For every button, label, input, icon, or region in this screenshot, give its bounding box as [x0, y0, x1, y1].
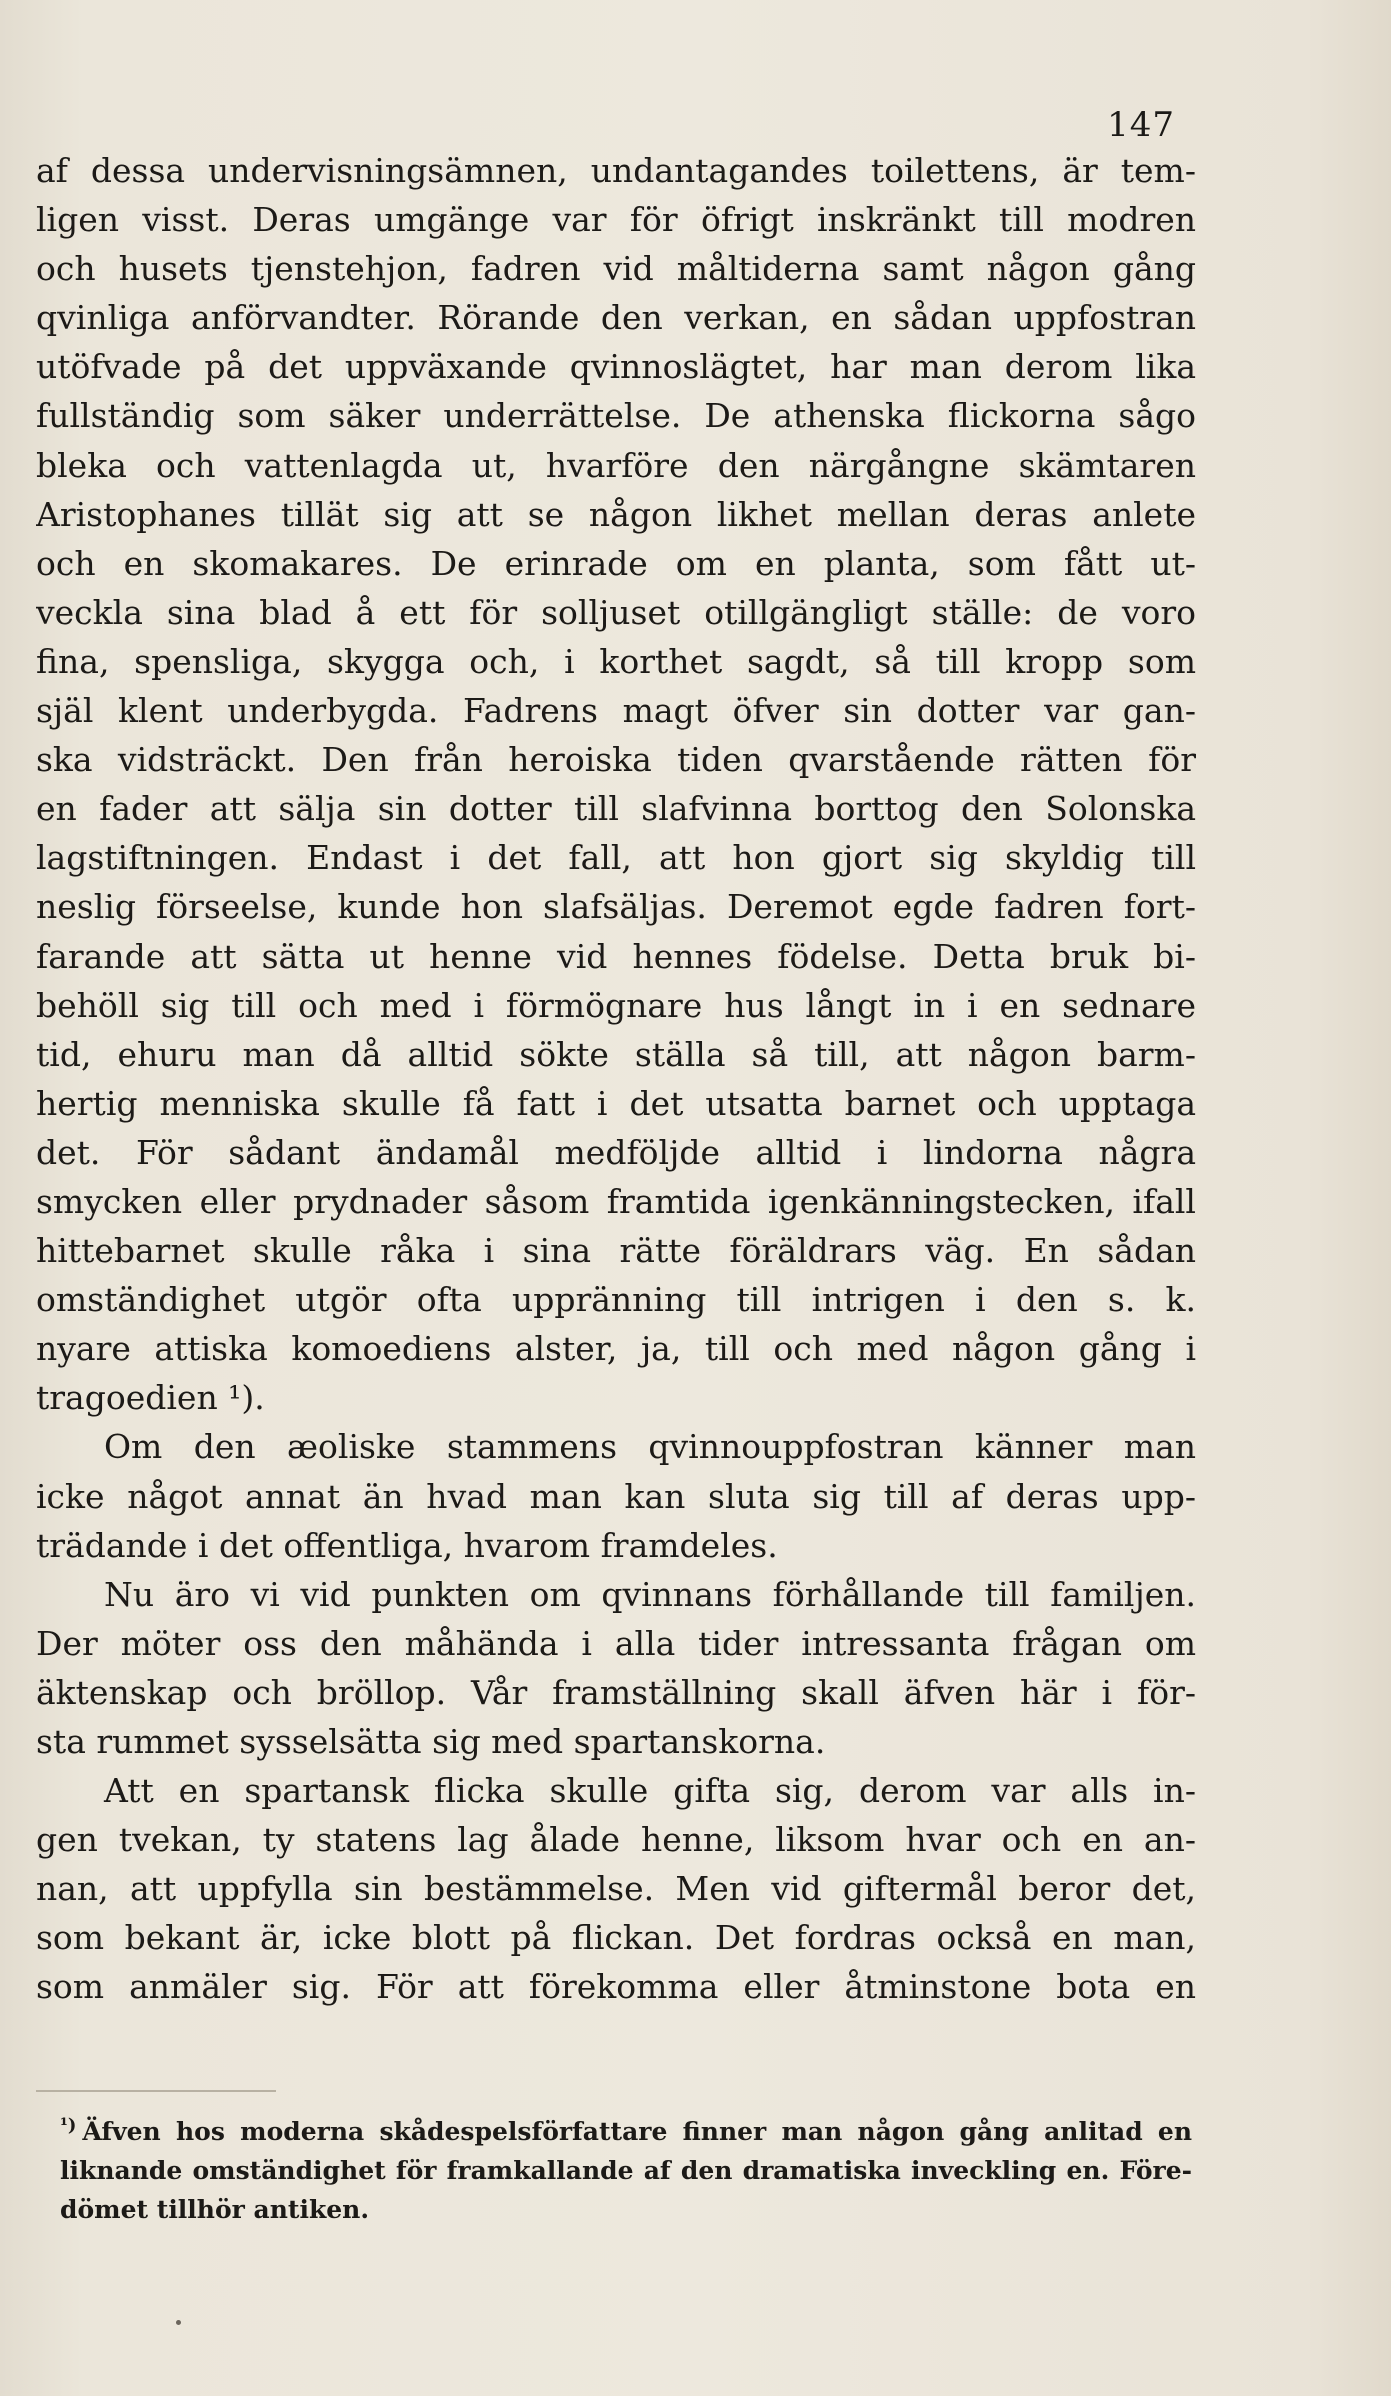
text-line: Att en spartansk flicka skulle gifta sig, derom var alls in-: [104, 1771, 1196, 1811]
text-line: tragoedien ¹).: [36, 1378, 265, 1418]
text-line: nan, att uppfylla sin bestämmelse. Men vid giftermål beror det,: [36, 1869, 1196, 1909]
footnote-line: dömet tillhör antiken.: [60, 2195, 370, 2224]
text-line: behöll sig till och med i förmögnare hus långt in i en sednare: [36, 985, 1196, 1025]
text-line: själ klent underbygda. Fadrens magt öfver sin dotter var gan-: [36, 691, 1196, 731]
footnote-text: Äfven hos moderna skådespelsförfattare finner man någon gång anlitad en: [82, 2117, 1192, 2146]
text-line: sta rummet sysselsätta sig med spartanskorna.: [36, 1722, 826, 1761]
text-line: omständighet utgör ofta uppränning till intrigen i den s. k.: [36, 1280, 1196, 1320]
text-line: gen tvekan, ty statens lag ålade henne, liksom hvar och en an-: [36, 1820, 1196, 1860]
page-number: 147: [1107, 105, 1175, 145]
text-line: ska vidsträckt. Den från heroiska tiden qvarstående rätten för: [36, 740, 1196, 780]
text-line: neslig förseelse, kunde hon slafsäljas. Deremot egde fadren fort-: [36, 887, 1196, 927]
text-line: fullständig som säker underrättelse. De athenska flickorna sågo: [36, 396, 1196, 436]
text-line: äktenskap och bröllop. Vår framställning skall äfven här i för-: [36, 1672, 1196, 1712]
text-line: icke något annat än hvad man kan sluta sig till af deras upp-: [36, 1476, 1196, 1516]
text-line: qvinliga anförvandter. Rörande den verkan, en sådan uppfostran: [36, 298, 1196, 338]
text-line: Der möter oss den måhända i alla tider intressanta frågan om: [36, 1623, 1196, 1663]
text-line: hittebarnet skulle råka i sina rätte föräldrars väg. En sådan: [36, 1231, 1196, 1271]
text-line: Aristophanes tillät sig att se någon likhet mellan deras anlete: [36, 494, 1196, 534]
text-line: trädande i det offentliga, hvarom framdeles.: [36, 1525, 778, 1565]
text-line: tid, ehuru man då alltid sökte ställa så till, att någon barm-: [36, 1034, 1196, 1074]
body-text: [36, 146, 1196, 2012]
text-line: farande att sätta ut henne vid hennes födelse. Detta bruk bi-: [36, 936, 1196, 976]
footnote: [60, 2112, 1192, 2229]
paper-speck: [176, 2320, 181, 2325]
footnote-divider: [36, 2090, 276, 2092]
text-line: fina, spensliga, skygga och, i korthet sagdt, så till kropp som: [36, 641, 1196, 681]
text-line: veckla sina blad å ett för solljuset otillgängligt ställe: de voro: [36, 592, 1196, 632]
text-line: bleka och vattenlagda ut, hvarföre den närgångne skämtaren: [36, 445, 1196, 485]
text-line: smycken eller prydnader såsom framtida igenkänningstecken, ifall: [36, 1181, 1196, 1221]
text-line: af dessa undervisningsämnen, undantagandes toilettens, är tem-: [36, 151, 1196, 190]
text-line: nyare attiska komoediens alster, ja, till och med någon gång i: [36, 1329, 1196, 1369]
text-line: hertig menniska skulle få fatt i det utsatta barnet och upptaga: [36, 1083, 1196, 1123]
footnote-line: [60, 2112, 1192, 2151]
text-line: utöfvade på det uppväxande qvinnoslägtet, har man derom lika: [36, 347, 1196, 387]
footnote-marker: ¹): [60, 2114, 77, 2136]
text-line: ligen visst. Deras umgänge var för öfrigt inskränkt till modren: [36, 200, 1196, 240]
text-line: och en skomakares. De erinrade om en planta, som fått ut-: [36, 543, 1196, 583]
text-line: det. För sådant ändamål medföljde alltid i lindorna några: [36, 1132, 1196, 1172]
text-line: Om den æoliske stammens qvinnouppfostran känner man: [104, 1427, 1196, 1467]
text-line: och husets tjenstehjon, fadren vid måltiderna samt någon gång: [36, 249, 1196, 289]
footnote-line: liknande omständighet för framkallande af den dramatiska inveckling en. Före-: [60, 2156, 1192, 2185]
text-line: Nu äro vi vid punkten om qvinnans förhållande till familjen.: [104, 1574, 1196, 1614]
text-line: som bekant är, icke blott på flickan. Det fordras också en man,: [36, 1918, 1196, 1958]
text-line: en fader att sälja sin dotter till slafvinna borttog den Solonska: [36, 789, 1196, 829]
text-line: lagstiftningen. Endast i det fall, att hon gjort sig skyldig till: [36, 838, 1196, 878]
text-line: som anmäler sig. För att förekomma eller åtminstone bota en: [36, 1967, 1196, 2007]
